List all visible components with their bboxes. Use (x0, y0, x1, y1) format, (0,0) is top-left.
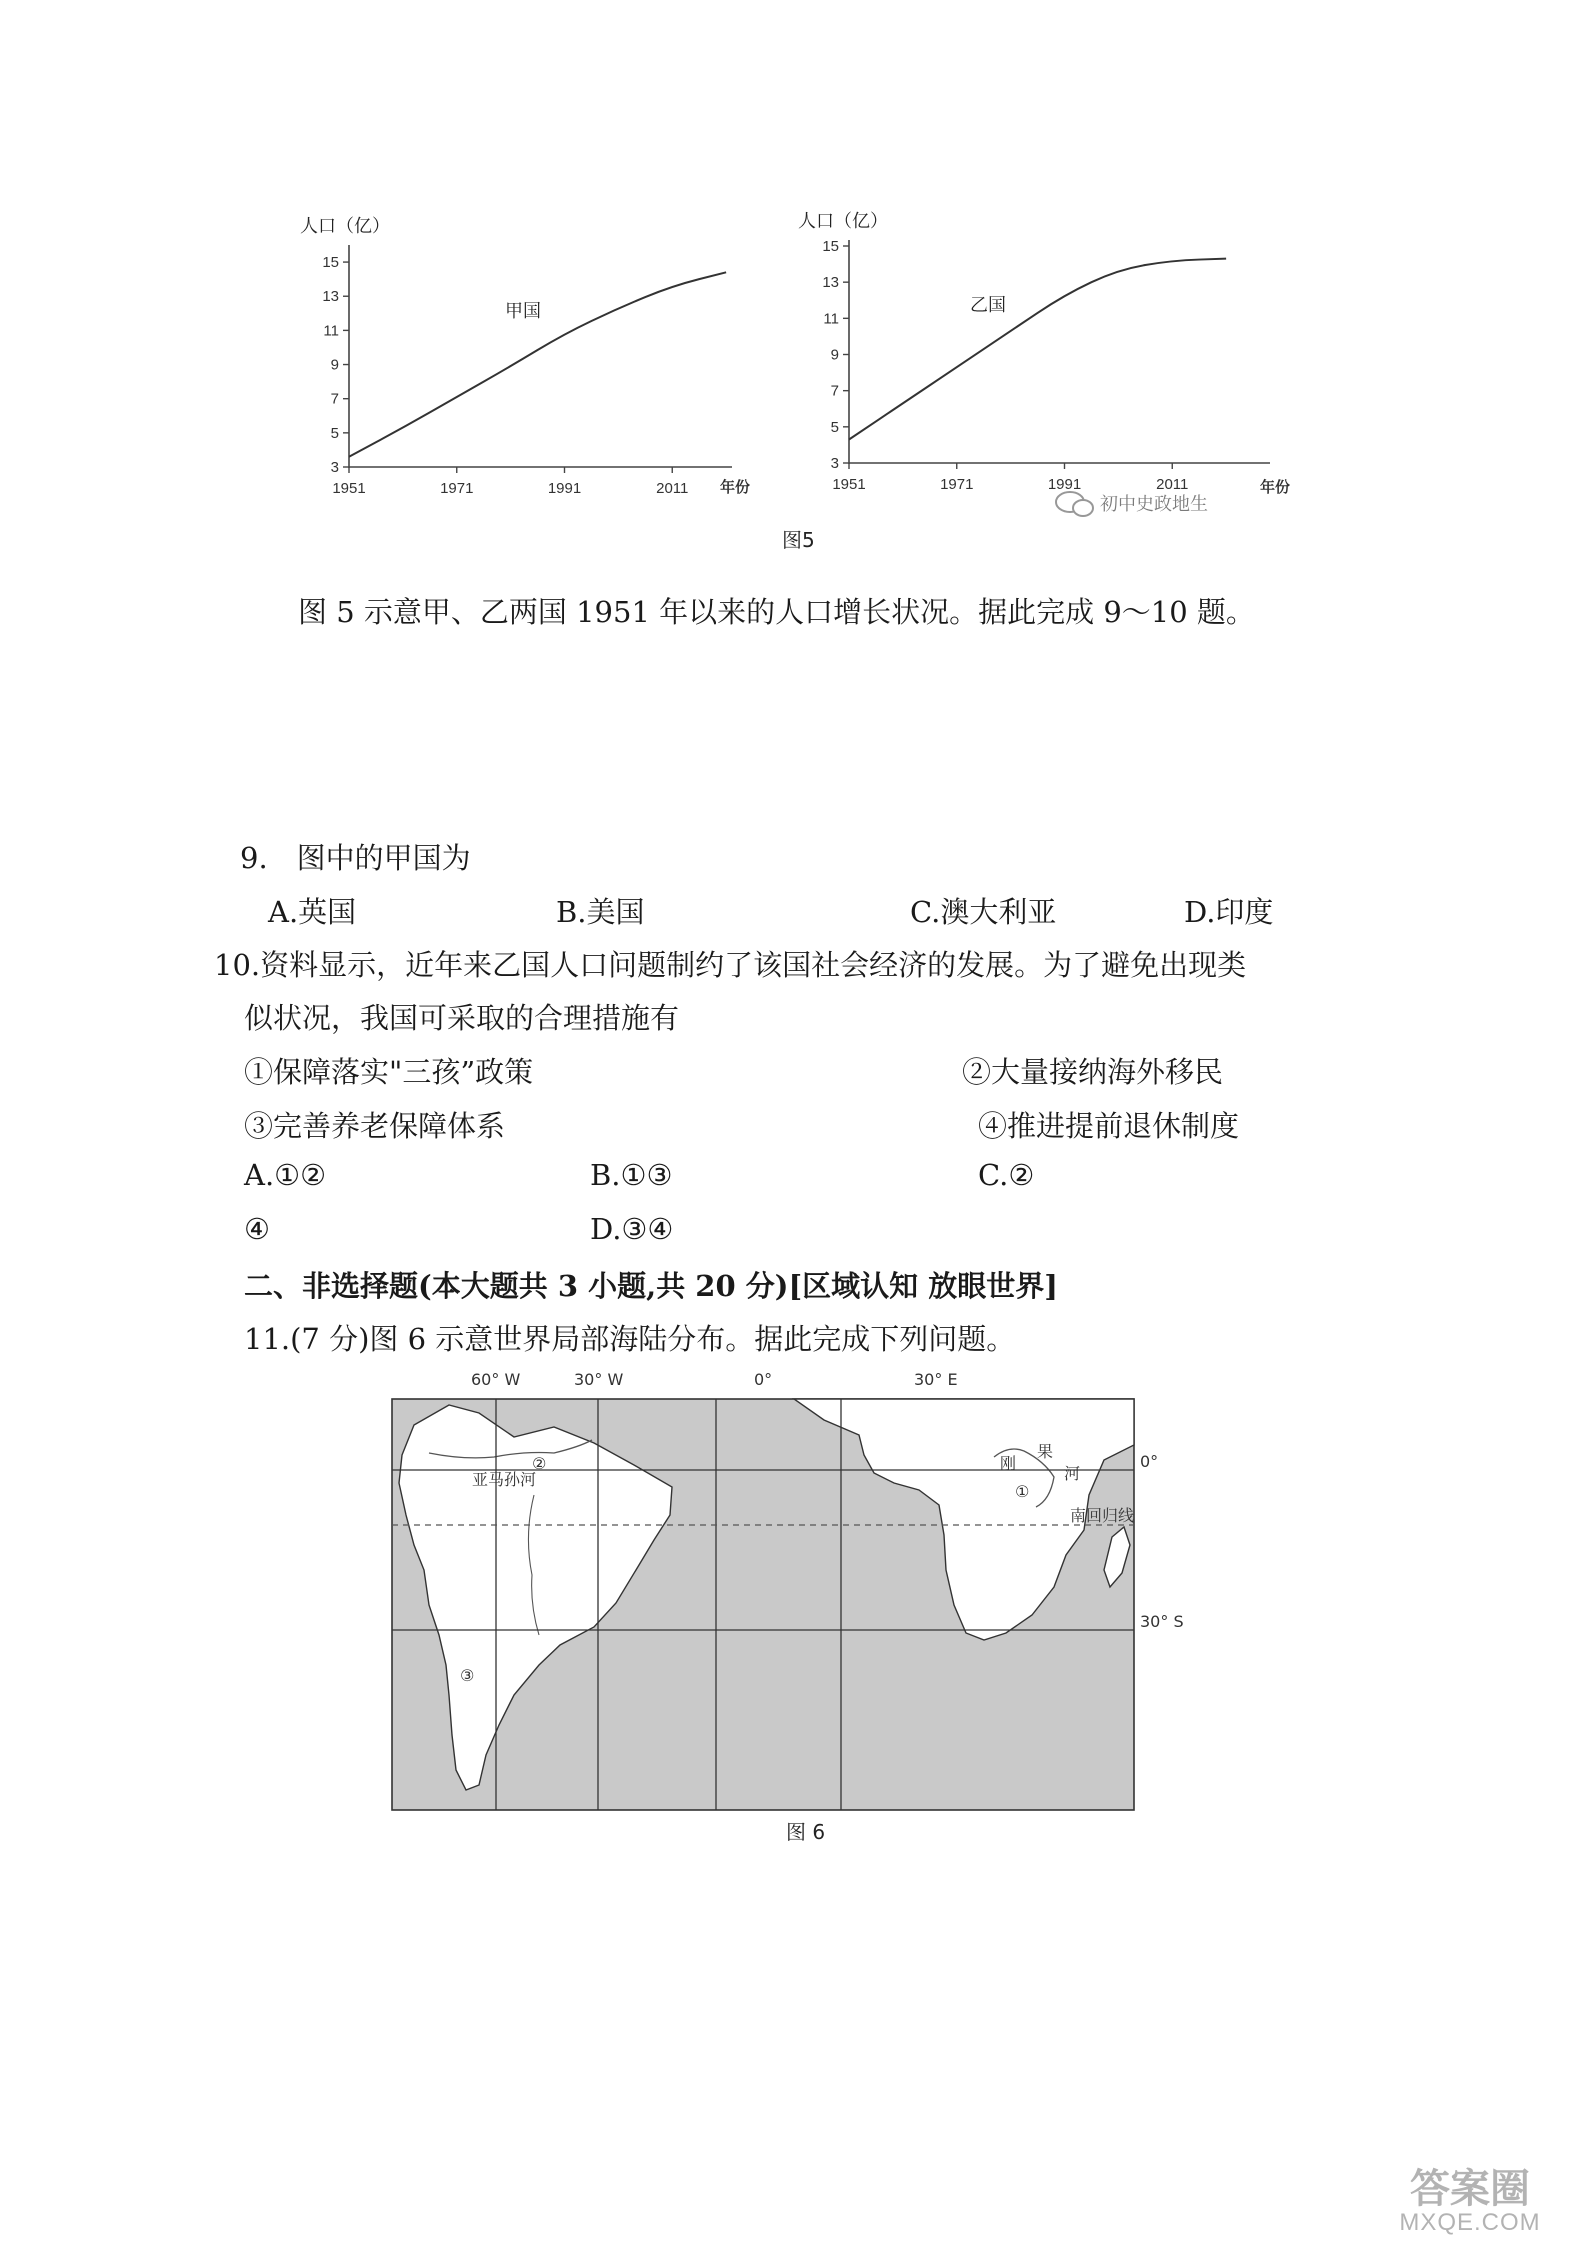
q10-option-b: B.①③ (590, 1158, 673, 1192)
q10-option-d: D.③④ (590, 1212, 674, 1246)
q11-stem: 11.(7 分)图 6 示意世界局部海陆分布。据此完成下列问题。 (244, 1322, 1016, 1356)
chart-yi-series-line (849, 259, 1226, 440)
chart-jia-xlabel: 年份 (720, 479, 751, 496)
y-tick-label: 11 (323, 322, 339, 340)
watermark-text: 初中史政地生 (1100, 494, 1208, 515)
q10-stem-line2: 似状况，我国可采取的合理措施有 (244, 1001, 680, 1035)
x-tick-label: 1991 (547, 480, 582, 497)
figure-5-intro: 图 5 示意甲、乙两国 1951 年以来的人口增长状况。据此完成 9～10 题。 (298, 595, 1255, 629)
x-tick-label: 1951 (332, 480, 366, 497)
x-tick-label: 1971 (440, 480, 474, 497)
chart-yi-ylabel: 人口（亿） (798, 211, 888, 232)
y-tick-label: 13 (822, 274, 839, 292)
amazon-river-label: 亚马孙河 (472, 1470, 537, 1489)
lat-label-30s: 30° S (1140, 1612, 1184, 1631)
q9-option-c: C.澳大利亚 (910, 895, 1057, 929)
section-2-heading: 二、非选择题(本大题共 3 小题,共 20 分)[区域认知 放眼世界] (244, 1269, 1058, 1303)
figure-6-map (354, 1365, 1184, 1845)
q9-option-a: A.英国 (268, 895, 357, 929)
y-tick-label: 15 (322, 254, 339, 272)
figure-6-caption: 图 6 (786, 1820, 826, 1844)
q10-item-3: ③完善养老保障体系 (244, 1109, 506, 1143)
congo-label-1: 刚 (1000, 1454, 1017, 1473)
chart-jia-series-label: 甲国 (505, 301, 541, 322)
y-tick-label: 7 (330, 390, 339, 408)
lon-label-30e: 30° E (914, 1370, 958, 1389)
chart-jia-series-line (349, 272, 726, 456)
q10-option-a: A.①② (244, 1158, 327, 1192)
q10-item-1: ①保障落实"三孩”政策 (244, 1055, 534, 1089)
y-tick-label: 5 (830, 418, 839, 436)
marker-1: ① (1015, 1482, 1030, 1501)
q10-stem-line1: 10.资料显示，近年来乙国人口问题制约了该国社会经济的发展。为了避免出现类 (214, 948, 1247, 982)
figure-5-caption: 图5 (782, 528, 815, 552)
x-tick-label: 1971 (940, 476, 974, 493)
chart-jia-ylabel: 人口（亿） (300, 216, 390, 237)
y-tick-label: 5 (330, 424, 339, 442)
watermark-logo: 答案圈 (1410, 2166, 1530, 2212)
y-tick-label: 3 (330, 459, 339, 476)
marker-2: ② (532, 1454, 547, 1473)
q9-option-b: B.美国 (556, 895, 645, 929)
chart-jia-y-ticks (322, 254, 349, 476)
y-tick-label: 11 (823, 310, 839, 328)
y-tick-label: 7 (830, 382, 839, 400)
footer-watermark (1370, 2168, 1570, 2236)
chart-yi-y-ticks (822, 238, 849, 472)
q10-item-4: ④推进提前退休制度 (978, 1109, 1240, 1143)
lat-label-0: 0° (1140, 1452, 1159, 1471)
y-tick-label: 15 (822, 238, 839, 255)
y-tick-label: 9 (330, 356, 339, 374)
q10-option-c: C.② (978, 1158, 1035, 1192)
chart-yi-xlabel: 年份 (1260, 479, 1291, 496)
lon-label-30w: 30° W (574, 1370, 624, 1389)
lon-label-0: 0° (754, 1370, 773, 1389)
chart-jia (300, 216, 750, 497)
lon-label-60w: 60° W (471, 1370, 521, 1389)
q10-item-2: ②大量接纳海外移民 (962, 1055, 1224, 1089)
q9-option-d: D.印度 (1184, 895, 1274, 929)
chart-jia-x-ticks (332, 467, 688, 497)
chart-yi (798, 211, 1290, 496)
y-tick-label: 13 (322, 288, 339, 306)
tropic-of-capricorn-label: 南回归线 (1070, 1506, 1135, 1525)
congo-label-3: 河 (1064, 1464, 1081, 1483)
chart-yi-x-ticks (832, 463, 1188, 493)
congo-label-2: 果 (1037, 1442, 1054, 1461)
x-tick-label: 1951 (832, 476, 866, 493)
figure-5 (280, 200, 1300, 560)
x-tick-label: 1991 (1047, 476, 1082, 493)
x-tick-label: 2011 (656, 480, 689, 497)
chart-yi-series-label: 乙国 (970, 295, 1006, 316)
y-tick-label: 3 (830, 455, 839, 472)
q9-stem: 9. 图中的甲国为 (240, 841, 471, 875)
watermark-site: MXQE.COM (1399, 2209, 1541, 2236)
q10-option-c-continued: ④ (244, 1212, 270, 1246)
marker-3: ③ (460, 1666, 475, 1685)
wechat-watermark (1056, 492, 1208, 516)
x-tick-label: 2011 (1156, 476, 1189, 493)
y-tick-label: 9 (830, 346, 839, 364)
